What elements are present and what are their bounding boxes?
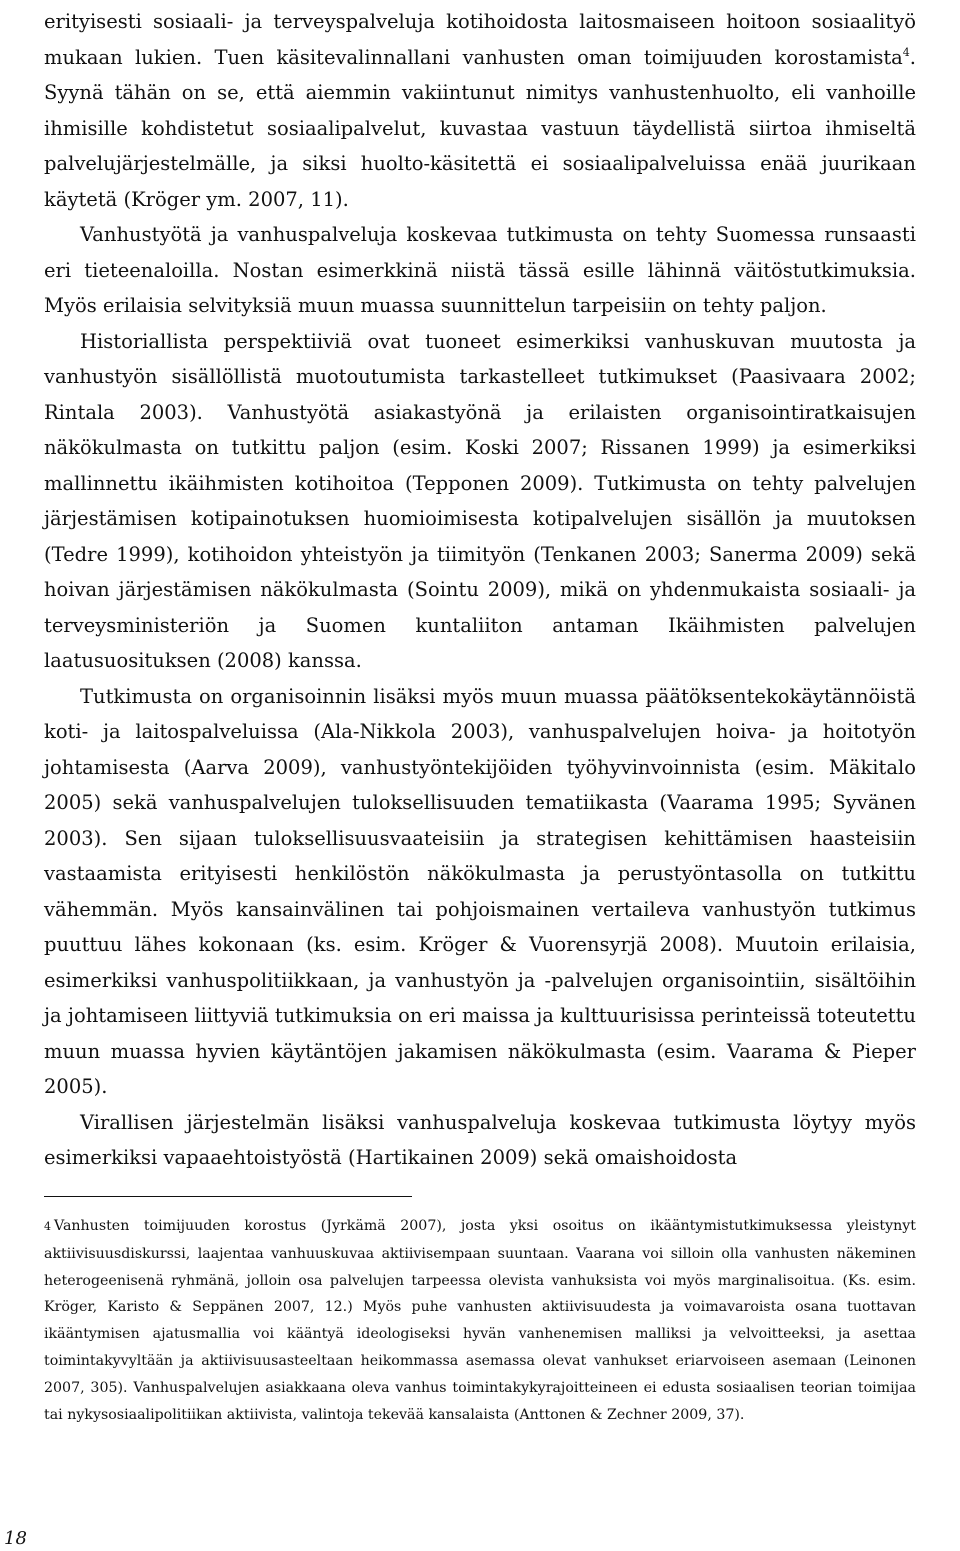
paragraph-5: Virallisen järjestelmän lisäksi vanhuspalveluja koskevaa tutkimusta löytyy myös esimerkiksi vapaaehtoistyöstä (Hartikainen 2009) sekä omaishoidosta: [44, 1110, 916, 1169]
footnote-mark: 4: [44, 1220, 51, 1233]
paragraph-1-text: erityisesti sosiaali- ja terveyspalveluja kotihoidosta laitosmaiseen hoitoon sosiaalityö mukaan lukien. Tuen käsitevalinnallani vanhusten oman toimijuuden korostamista: [44, 10, 916, 69]
paragraph-4: Tutkimusta on organisoinnin lisäksi myös muun muassa päätöksentekokäytännöistä koti- ja laitospalveluissa (Ala-Nikkola 2003), vanhuspalvelujen hoiva- ja hoitotyön johtamisesta (Aarva 2009), vanhustyöntekijöiden työhyvinvoinnista (esim. Mäkitalo 2005) sekä vanhuspalvelujen tuloksellisuuden tematiikasta (Vaarama 1995; Syvänen 2003). Sen sijaan tuloksellisuusvaateisiin ja strategisen kehittämisen haasteisiin vastaamista erityisesti henkilöstön näkökulmasta ja perustyöntasolla on tutkittu vähemmän. Myös kansainvälinen tai pohjoismainen vertaileva vanhustyön tutkimus puuttuu lähes kokonaan (ks. esim. Kröger & Vuorensyrjä 2008). Muutoin erilaisia, esimerkiksi vanhuspolitiikkaan, ja vanhustyön ja -palvelujen organisointiin, sisältöihin ja johtamiseen liittyviä tutkimuksia on eri maissa ja kulttuurisissa perinteissä toteutettu muun muassa hyvien käytäntöjen jakamisen näkökulmasta (esim. Vaarama & Pieper 2005).: [44, 684, 916, 1098]
footnote-reference[interactable]: 4: [902, 45, 910, 59]
body-text: [44, 4, 916, 1176]
paragraph-3: Historiallista perspektiiviä ovat tuoneet esimerkiksi vanhuskuvan muutosta ja vanhustyön sisällöllistä muotoutumista tarkastelleet tutkimukset (Paasivaara 2002; Rintala 2003). Vanhustyötä asiakastyönä ja erilaisten organisointiratkaisujen näkökulmasta on tutkittu paljon (esim. Koski 2007; Rissanen 1999) ja esimerkiksi mallinnettu ikäihmisten kotihoitoa (Tepponen 2009). Tutkimusta on tehty palvelujen järjestämisen kotipainotuksen huomioimisesta kotipalvelujen sisällön ja muutoksen (Tedre 1999), kotihoidon yhteistyön ja tiimityön (Tenkanen 2003; Sanerma 2009) sekä hoivan järjestämisen näkökulmasta (Sointu 2009), mikä on yhdenmukaista sosiaali- ja terveysministeriön ja Suomen kuntaliiton antaman Ikäihmisten palvelujen laatusuosituksen (2008) kanssa.: [44, 329, 916, 672]
footnote-separator: [44, 1196, 412, 1197]
paragraph-2: Vanhustyötä ja vanhuspalveluja koskevaa tutkimusta on tehty Suomessa runsaasti eri tieteenaloilla. Nostan esimerkkinä niistä tässä esille lähinnä väitöstutkimuksia. Myös erilaisia selvityksiä muun muassa suunnittelun tarpeisiin on tehty paljon.: [44, 223, 916, 317]
paragraph-1: [44, 4, 916, 217]
footnote-text: Vanhusten toimijuuden korostus (Jyrkämä 2007), josta yksi osoitus on ikääntymistutkimuksessa yleistynyt aktiivisuusdiskurssi, laajentaa vanhuuskuvaa aktiivisempaan suuntaan. Vaarana voi silloin olla vanhusten näkeminen heterogeenisenä ryhmänä, jolloin osa palvelujen tarpeessa olevista vanhuksista voi myös marginalisoitua. (Ks. esim. Kröger, Karisto & Seppänen 2007, 12.) Myös puhe vanhusten aktiivisuudesta ja voimavaroista osana tuottavan ikääntymisen ajatusmallia voi kääntyä ideologiseksi hyvän vanhenemisen malliksi ja velvoitteeksi, ja asettaa toimintakyvyltään ja aktiivisuusasteeltaan heikommassa asemassa olevat vanhukset eriarvoiseen asemaan (Leinonen 2007, 305). Vanhuspalvelujen asiakkaana oleva vanhus toimintakykyrajoitteineen ei edusta sosiaalisen teorian toimijaa tai nykysosiaalipolitiikan aktiivista, valintoja tekevää kansalaista (Anttonen & Zechner 2009, 37).: [44, 1218, 916, 1423]
footnote: [44, 1213, 916, 1428]
page-number: 18: [4, 1528, 27, 1549]
paragraph-1-text-continued: . Syynä tähän on se, että aiemmin vakiintunut nimitys vanhustenhuolto, eli vanhoille ihmisille kohdistetut sosiaalipalvelut, kuvastaa vastuun täydellistä siirtoa ihmiseltä palvelujärjestelmälle, ja siksi huolto-käsitettä ei sosiaalipalveluissa enää juurikaan käytetä (Kröger ym. 2007, 11).: [44, 45, 916, 211]
